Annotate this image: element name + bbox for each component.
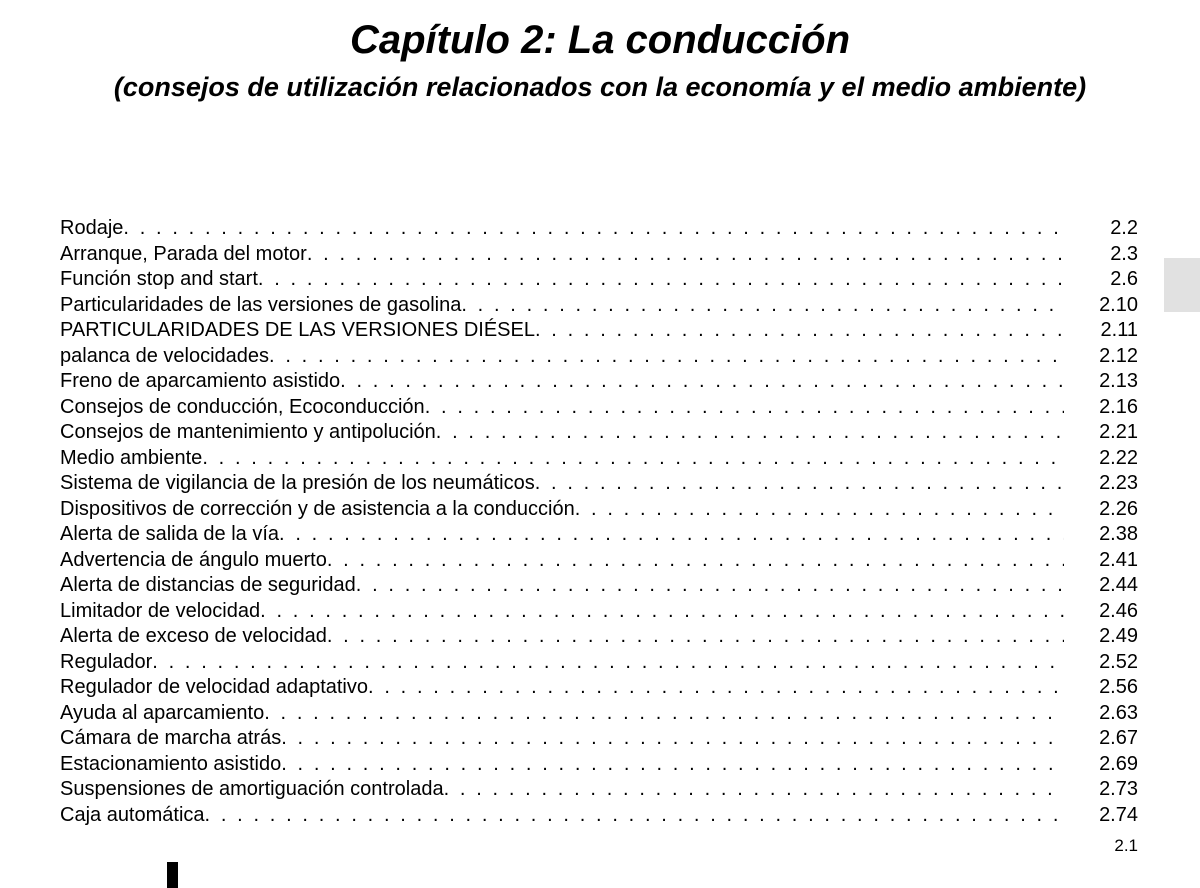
toc-entry-label: Función stop and start <box>60 268 258 290</box>
toc-entry-page: 2.21 <box>1099 421 1138 443</box>
toc-entry-page: 2.67 <box>1099 727 1138 749</box>
toc-entry-label: Consejos de mantenimiento y antipolución <box>60 421 436 443</box>
toc-entry-freno[interactable] <box>60 369 1138 395</box>
toc-entry-palanca[interactable] <box>60 344 1138 370</box>
toc-dot-leader <box>535 471 1064 497</box>
toc-entry-label: Consejos de conducción, Ecoconducción <box>60 395 425 418</box>
toc-dot-leader <box>327 548 1064 574</box>
toc-entry-page: 2.26 <box>1099 497 1138 520</box>
toc-entry-label: Regulador <box>60 650 153 673</box>
toc-entry-label: Rodaje <box>60 217 124 239</box>
toc-entry-label: Limitador de velocidad <box>60 599 261 622</box>
chapter-side-tab <box>1164 258 1200 312</box>
toc-entry-label: Alerta de salida de la vía <box>60 523 280 545</box>
toc-dot-leader <box>436 420 1064 446</box>
toc-dot-leader <box>205 803 1064 829</box>
toc-dot-leader <box>281 726 1064 752</box>
toc-entry-page: 2.6 <box>1110 268 1138 290</box>
toc-entry-ayuda-aparcamiento[interactable] <box>60 701 1138 727</box>
toc-entry-label: Alerta de distancias de seguridad <box>60 574 356 596</box>
toc-entry-label: Regulador de velocidad adaptativo <box>60 676 368 698</box>
toc-entry-ecoconduccion[interactable] <box>60 395 1138 421</box>
toc-entry-page: 2.46 <box>1099 599 1138 622</box>
toc-entry-page: 2.23 <box>1099 472 1138 494</box>
toc-entry-label: Medio ambiente <box>60 446 203 469</box>
toc-dot-leader <box>461 293 1064 319</box>
toc-entry-regulador[interactable] <box>60 650 1138 676</box>
toc-dot-leader <box>281 752 1064 778</box>
toc-entry-limitador[interactable] <box>60 599 1138 625</box>
toc-entry-stop-start[interactable] <box>60 267 1138 293</box>
toc-entry-page: 2.44 <box>1099 574 1138 596</box>
toc-entry-page: 2.41 <box>1099 548 1138 571</box>
toc-entry-label: Sistema de vigilancia de la presión de los neumáticos <box>60 472 535 494</box>
toc-entry-angulo-muerto[interactable] <box>60 548 1138 574</box>
toc-entry-page: 2.16 <box>1099 395 1138 418</box>
toc-dot-leader <box>327 624 1064 650</box>
toc-entry-page: 2.3 <box>1110 242 1138 265</box>
toc-entry-page: 2.63 <box>1099 701 1138 724</box>
toc-entry-presion-neumaticos[interactable] <box>60 471 1138 497</box>
toc-entry-distancias[interactable] <box>60 573 1138 599</box>
toc-entry-page: 2.2 <box>1110 217 1138 239</box>
page-title: Capítulo 2: La conducción <box>349 18 851 62</box>
toc-entry-label: Cámara de marcha atrás <box>60 727 282 749</box>
toc-dot-leader <box>123 216 1064 242</box>
crop-mark <box>167 862 178 888</box>
toc-dot-leader <box>279 522 1064 548</box>
toc-entry-diesel[interactable] <box>60 318 1138 344</box>
toc-entry-gasolina[interactable] <box>60 293 1138 319</box>
toc-entry-mantenimiento[interactable] <box>60 420 1138 446</box>
toc-dot-leader <box>575 497 1064 523</box>
toc-entry-label: Freno de aparcamiento asistido <box>60 370 341 392</box>
toc-entry-label: Estacionamiento asistido <box>60 752 282 775</box>
toc-entry-suspensiones[interactable] <box>60 777 1138 803</box>
page-subtitle: (consejos de utilización relacionados con la economía y el medio ambiente) <box>113 72 1087 102</box>
toc-entry-label: palanca de velocidades <box>60 344 270 367</box>
toc-entry-regulador-adaptativo[interactable] <box>60 675 1138 701</box>
toc-entry-estacionamiento[interactable] <box>60 752 1138 778</box>
toc-entry-caja-automatica[interactable] <box>60 803 1138 829</box>
toc-entry-medio-ambiente[interactable] <box>60 446 1138 472</box>
toc-dot-leader <box>264 701 1064 727</box>
toc-entry-label: Suspensiones de amortiguación controlada <box>60 778 444 800</box>
toc-entry-label: Alerta de exceso de velocidad <box>60 625 327 647</box>
toc-entry-label: Caja automática <box>60 803 205 826</box>
table-of-contents <box>60 216 1138 828</box>
toc-entry-salida-via[interactable] <box>60 522 1138 548</box>
toc-entry-label: Arranque, Parada del motor <box>60 242 307 265</box>
toc-entry-page: 2.69 <box>1099 752 1138 775</box>
toc-entry-rodaje[interactable] <box>60 216 1138 242</box>
toc-entry-arranque[interactable] <box>60 242 1138 268</box>
toc-entry-label: Ayuda al aparcamiento <box>60 701 265 724</box>
toc-dot-leader <box>202 446 1064 472</box>
toc-entry-page: 2.56 <box>1099 676 1138 698</box>
toc-entry-page: 2.10 <box>1099 293 1138 316</box>
toc-entry-label: PARTICULARIDADES DE LAS VERSIONES DIÉSEL <box>60 319 535 341</box>
toc-dot-leader <box>340 369 1064 395</box>
toc-dot-leader <box>260 599 1064 625</box>
toc-entry-dispositivos[interactable] <box>60 497 1138 523</box>
toc-dot-leader <box>368 675 1064 701</box>
toc-entry-page: 2.12 <box>1099 344 1138 367</box>
toc-entry-page: 2.38 <box>1099 523 1138 545</box>
toc-entry-page: 2.52 <box>1099 650 1138 673</box>
toc-dot-leader <box>425 395 1064 421</box>
toc-entry-exceso-velocidad[interactable] <box>60 624 1138 650</box>
toc-dot-leader <box>269 344 1064 370</box>
toc-entry-label: Dispositivos de corrección y de asistencia a la conducción <box>60 497 575 520</box>
toc-dot-leader <box>152 650 1064 676</box>
toc-entry-page: 2.22 <box>1099 446 1138 469</box>
toc-dot-leader <box>535 318 1064 344</box>
toc-entry-page: 2.13 <box>1099 370 1138 392</box>
toc-entry-label: Advertencia de ángulo muerto <box>60 548 327 571</box>
toc-entry-page: 2.74 <box>1099 803 1138 826</box>
toc-entry-page: 2.49 <box>1099 625 1138 647</box>
toc-entry-label: Particularidades de las versiones de gasolina <box>60 293 462 316</box>
toc-entry-camara[interactable] <box>60 726 1138 752</box>
toc-dot-leader <box>356 573 1064 599</box>
toc-dot-leader <box>444 777 1064 803</box>
toc-entry-page: 2.73 <box>1099 778 1138 800</box>
toc-entry-page: 2.11 <box>1100 319 1138 341</box>
page-number: 2.1 <box>1114 836 1138 855</box>
toc-dot-leader <box>307 242 1064 268</box>
toc-dot-leader <box>258 267 1064 293</box>
